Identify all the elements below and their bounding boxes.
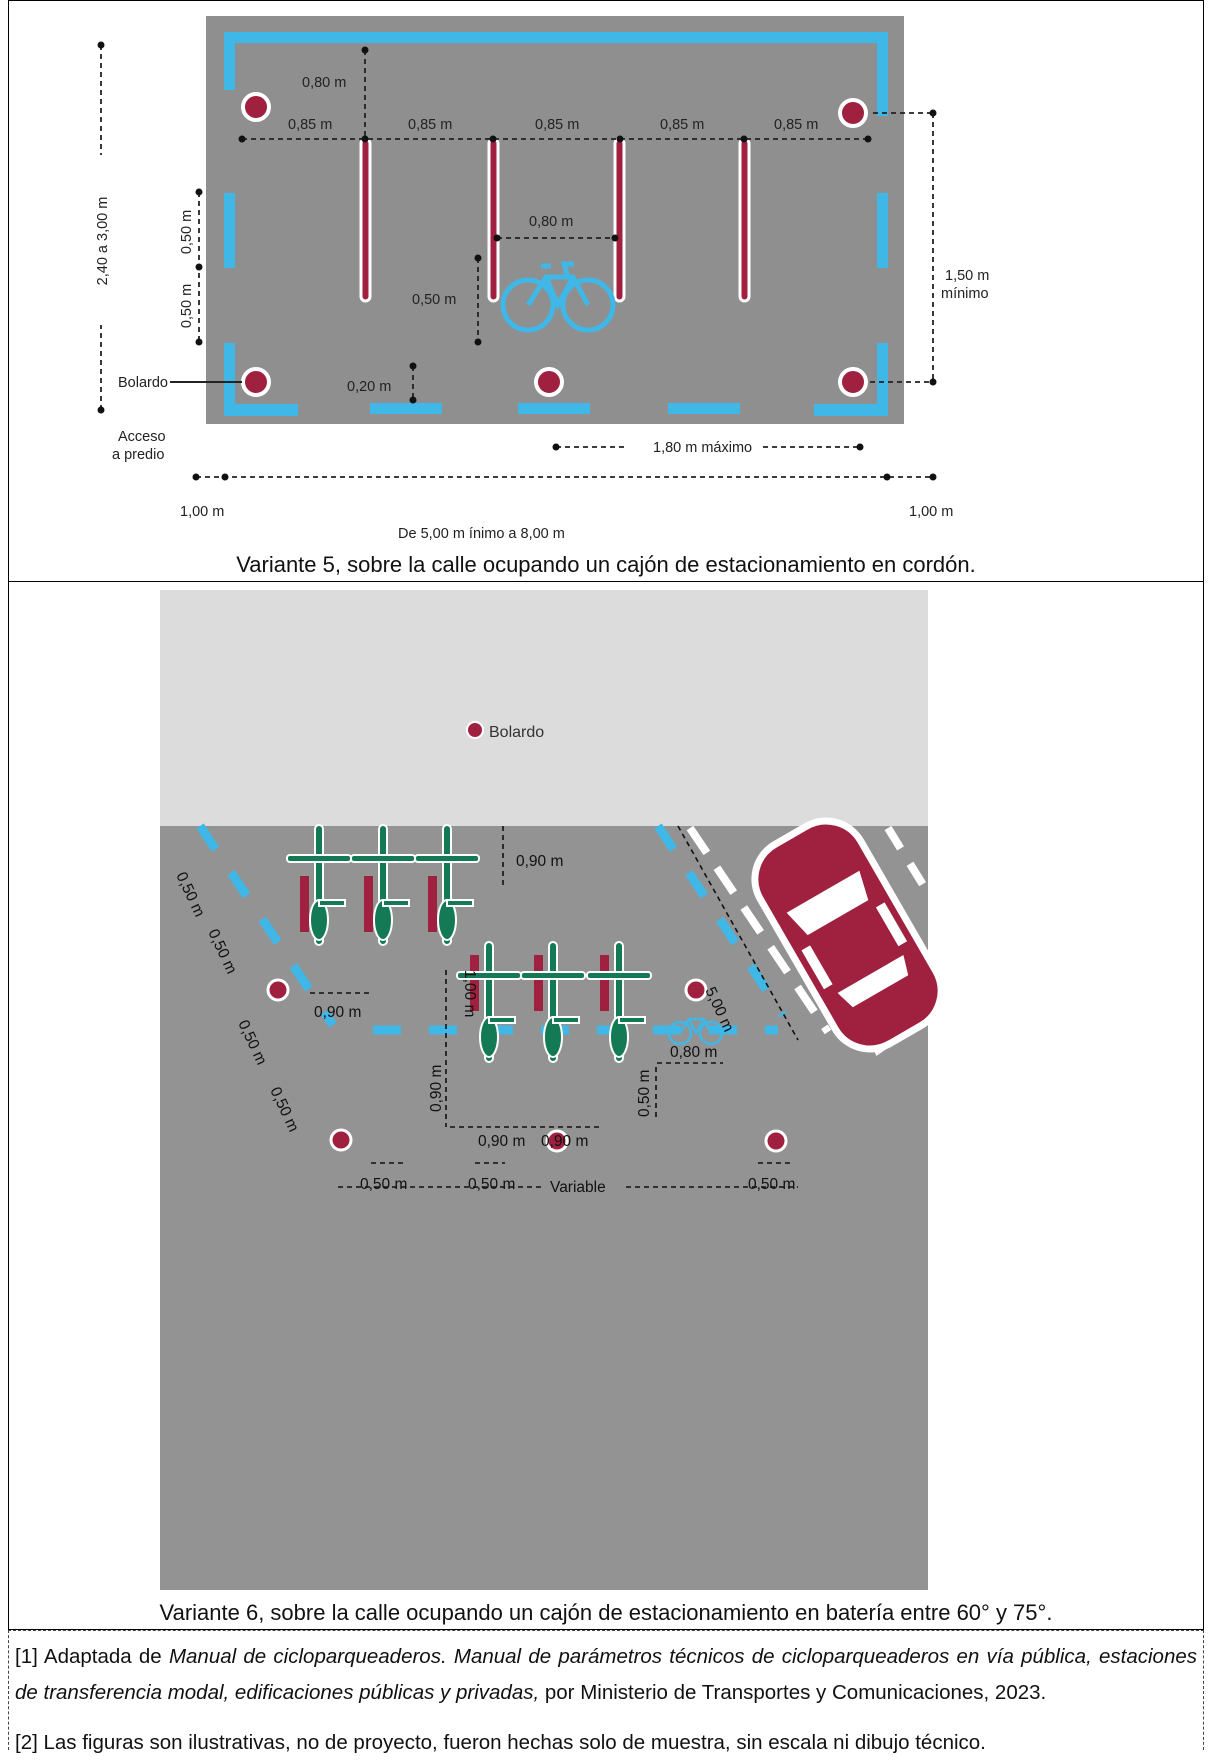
dim-085-4: 0,85 m: [660, 117, 705, 133]
dim-090-top: 0,90 m: [516, 853, 564, 870]
variante-6-caption: Variante 6, sobre la calle ocupando un cajón de estacionamiento en batería entre 60° y 75°.: [159, 1600, 1053, 1625]
dim-100-right: 1,00 m: [909, 504, 954, 520]
dim-100-left: 1,00 m: [180, 504, 225, 520]
dim-090-left: 0,90 m: [428, 1064, 445, 1112]
footnote-1: [15, 1639, 1197, 1711]
min-150-label-2: mínimo: [941, 286, 989, 302]
dim-090-bikes: 0,90 m: [314, 1004, 362, 1021]
variante-5-diagram: [8, 0, 1204, 545]
max-180-label: 1,80 m máximo: [653, 440, 753, 456]
dim-050-left-1: 0,50 m: [179, 209, 195, 255]
acceso-label-1: Acceso: [118, 429, 166, 445]
dim-050-inner: 0,50 m: [412, 292, 457, 308]
dim-085-3: 0,85 m: [535, 117, 580, 133]
dim-050-left-4: 0,50 m: [266, 1084, 302, 1135]
dim-085-5: 0,85 m: [774, 117, 819, 133]
length-range-label: De 5,00 m ínimo a 8,00 m: [398, 526, 565, 542]
dim-050-left-1: 0,50 m: [172, 869, 208, 920]
variante-6-diagram: [8, 581, 1204, 1630]
dim-050-left-2: 0,50 m: [204, 926, 240, 977]
acceso-label-2: a predio: [112, 447, 165, 463]
footnote-2: [2] Las figuras son ilustrativas, no de proyecto, fueron hechas solo de muestra, sin escala ni dibujo técnico.: [15, 1731, 986, 1754]
dim-080: 0,80 m: [670, 1044, 718, 1061]
bolardo-legend: Bolardo: [489, 724, 545, 741]
dim-090-a: 0,90 m: [478, 1133, 526, 1150]
dim-090-b: 0,90 m: [541, 1133, 589, 1150]
dim-085-1: 0,85 m: [288, 117, 333, 133]
dim-100: 1,00 m: [461, 970, 478, 1018]
bolardo-legend-icon: [467, 722, 483, 738]
dim-500: 5,00 m: [701, 984, 737, 1035]
dim-050-left-2: 0,50 m: [179, 283, 195, 329]
footnotes: [8, 1630, 1204, 1754]
footnote-1-suffix: por Ministerio de Transportes y Comunicaciones, 2023.: [539, 1681, 1047, 1704]
footnote-1-prefix: [1] Adaptada de: [15, 1645, 169, 1668]
bolardo-label: Bolardo: [118, 375, 168, 391]
dim-050-bottom-c: 0,50 m: [748, 1176, 796, 1193]
footnote-1-title: Manual de cicloparqueaderos. Manual de parámetros técnicos de cicloparqueaderos en vía pública, estaciones de transferencia modal, edificaciones públicas y privadas,: [15, 1645, 1198, 1704]
dim-050-bottom-a: 0,50 m: [360, 1176, 408, 1193]
variable-label: Variable: [550, 1179, 606, 1196]
dim-080-top: 0,80 m: [302, 75, 347, 91]
dim-085-2: 0,85 m: [408, 117, 453, 133]
variante-5-caption: Variante 5, sobre la calle ocupando un cajón de estacionamiento en cordón.: [236, 552, 976, 577]
height-range-label: 2,40 a 3,00 m: [95, 196, 111, 286]
sidewalk: [160, 590, 928, 826]
dim-050-bottom-b: 0,50 m: [468, 1176, 516, 1193]
dim-050-side: 0,50 m: [636, 1069, 653, 1117]
min-150-label: 1,50 m: [945, 268, 990, 284]
dim-020-bottom: 0,20 m: [347, 379, 392, 395]
dim-050-left-3: 0,50 m: [234, 1017, 270, 1068]
dim-080-mid: 0,80 m: [529, 214, 574, 230]
